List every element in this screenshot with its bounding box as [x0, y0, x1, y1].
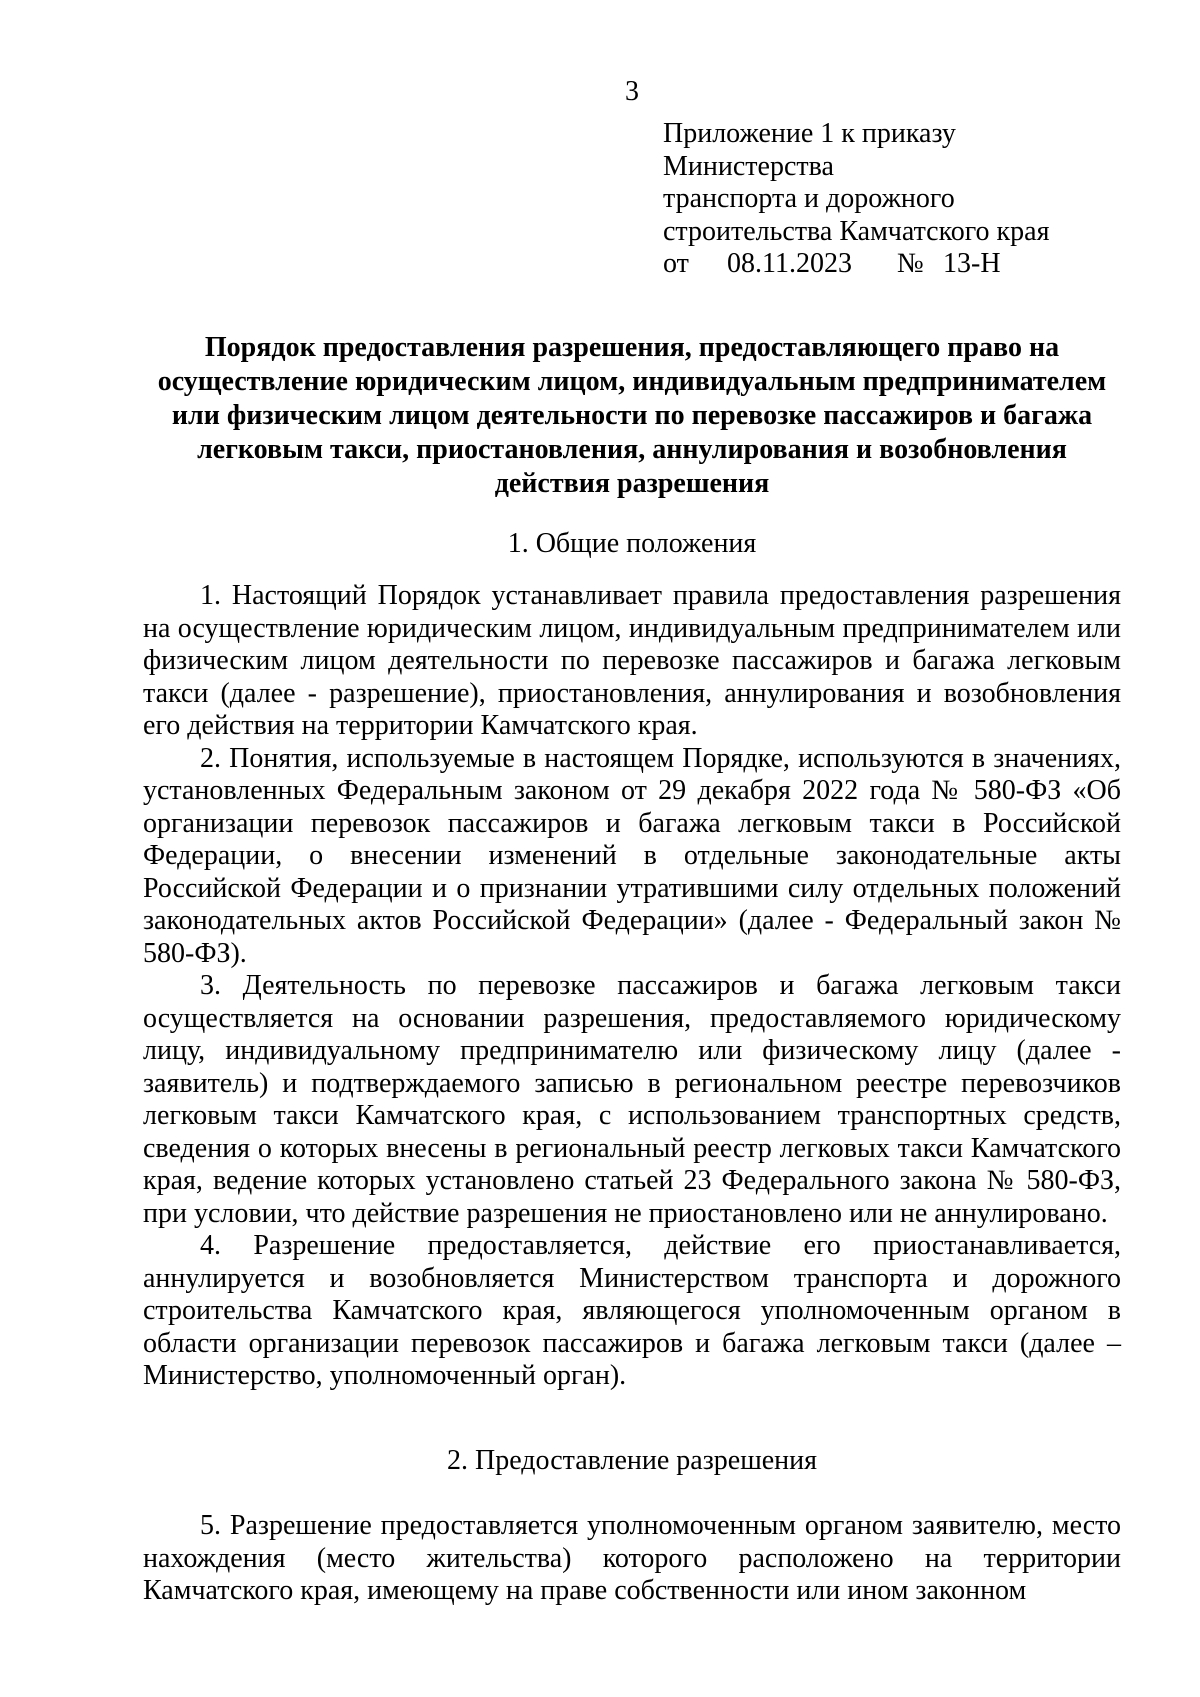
section-2-heading: 2. Предоставление разрешения — [446, 1445, 818, 1476]
order-number-sign: № — [897, 248, 924, 279]
order-number: 13-Н — [943, 248, 1001, 279]
section-2-body — [143, 1510, 1121, 1608]
order-from-label: от — [663, 248, 689, 279]
document-title: Порядок предоставления разрешения, предоставляющего право на осуществление юридическим лицом, индивидуальным предпринимателем или физическим лицом деятельности по перевозке пассажиров и багажа легковым такси, приостановления, аннулирования и возобновления действия разрешения — [157, 332, 1107, 499]
page-number: 3 — [625, 76, 639, 107]
appendix-line-2: Министерства — [663, 150, 834, 182]
order-date: 08.11.2023 — [727, 248, 852, 279]
paragraph-4: 4. Разрешение предоставляется, действие его приостанавливается, аннулируется и возобновляется Министерством транспорта и дорожного строительства Камчатского края, являющегося уполномоченным органом в области организации перевозок пассажиров и багажа легковым такси (далее – Министерство, уполномоченный орган). — [143, 1230, 1121, 1391]
paragraph-2: 2. Понятия, используемые в настоящем Порядке, используются в значениях, установленных Федеральным законом от 29 декабря 2022 года № 580-ФЗ «Об организации перевозок пассажиров и багажа легковым такси в Российской Федерации, о внесении изменений в отдельные законодательные акты Российской Федерации и о признании утратившими силу отдельных положений законодательных актов Российской Федерации» (далее - Федеральный закон № 580-ФЗ). — [143, 742, 1121, 969]
appendix-header — [663, 118, 1183, 281]
paragraph-1: 1. Настоящий Порядок устанавливает правила предоставления разрешения на осуществление юридическим лицом, индивидуальным предпринимателем или физическим лицом деятельности по перевозке пассажиров и багажа легковым такси (далее - разрешение), приостановления, аннулирования и возобновления его действия на территории Камчатского края. — [143, 580, 1121, 741]
order-date-number-line — [663, 248, 1183, 281]
paragraph-3: 3. Деятельность по перевозке пассажиров и багажа легковым такси осуществляется на основании разрешения, предоставляемого юридическому лицу, индивидуальному предпринимателю или физическому лицу (далее - заявитель) и подтверждаемого записью в региональном реестре перевозчиков легковым такси Камчатского края, с использованием транспортных средств, сведения о которых внесены в региональный реестр легковых такси Камчатского края, ведение которых установлено статьей 23 Федерального закона № 580-ФЗ, при условии, что действие разрешения не приостановлено или не аннулировано. — [143, 970, 1121, 1229]
appendix-line-1: Приложение 1 к приказу — [663, 118, 956, 149]
section-1-heading: 1. Общие положения — [507, 528, 757, 559]
section-1-body — [143, 580, 1121, 1393]
appendix-line-4: строительства Камчатского края — [663, 215, 1050, 247]
appendix-line-3: транспорта и дорожного — [663, 183, 955, 214]
paragraph-5: 5. Разрешение предоставляется уполномоченным органом заявителю, место нахождения (место жительства) которого расположено на территории Камчатского края, имеющему на праве собственности или ином законном — [143, 1510, 1121, 1606]
